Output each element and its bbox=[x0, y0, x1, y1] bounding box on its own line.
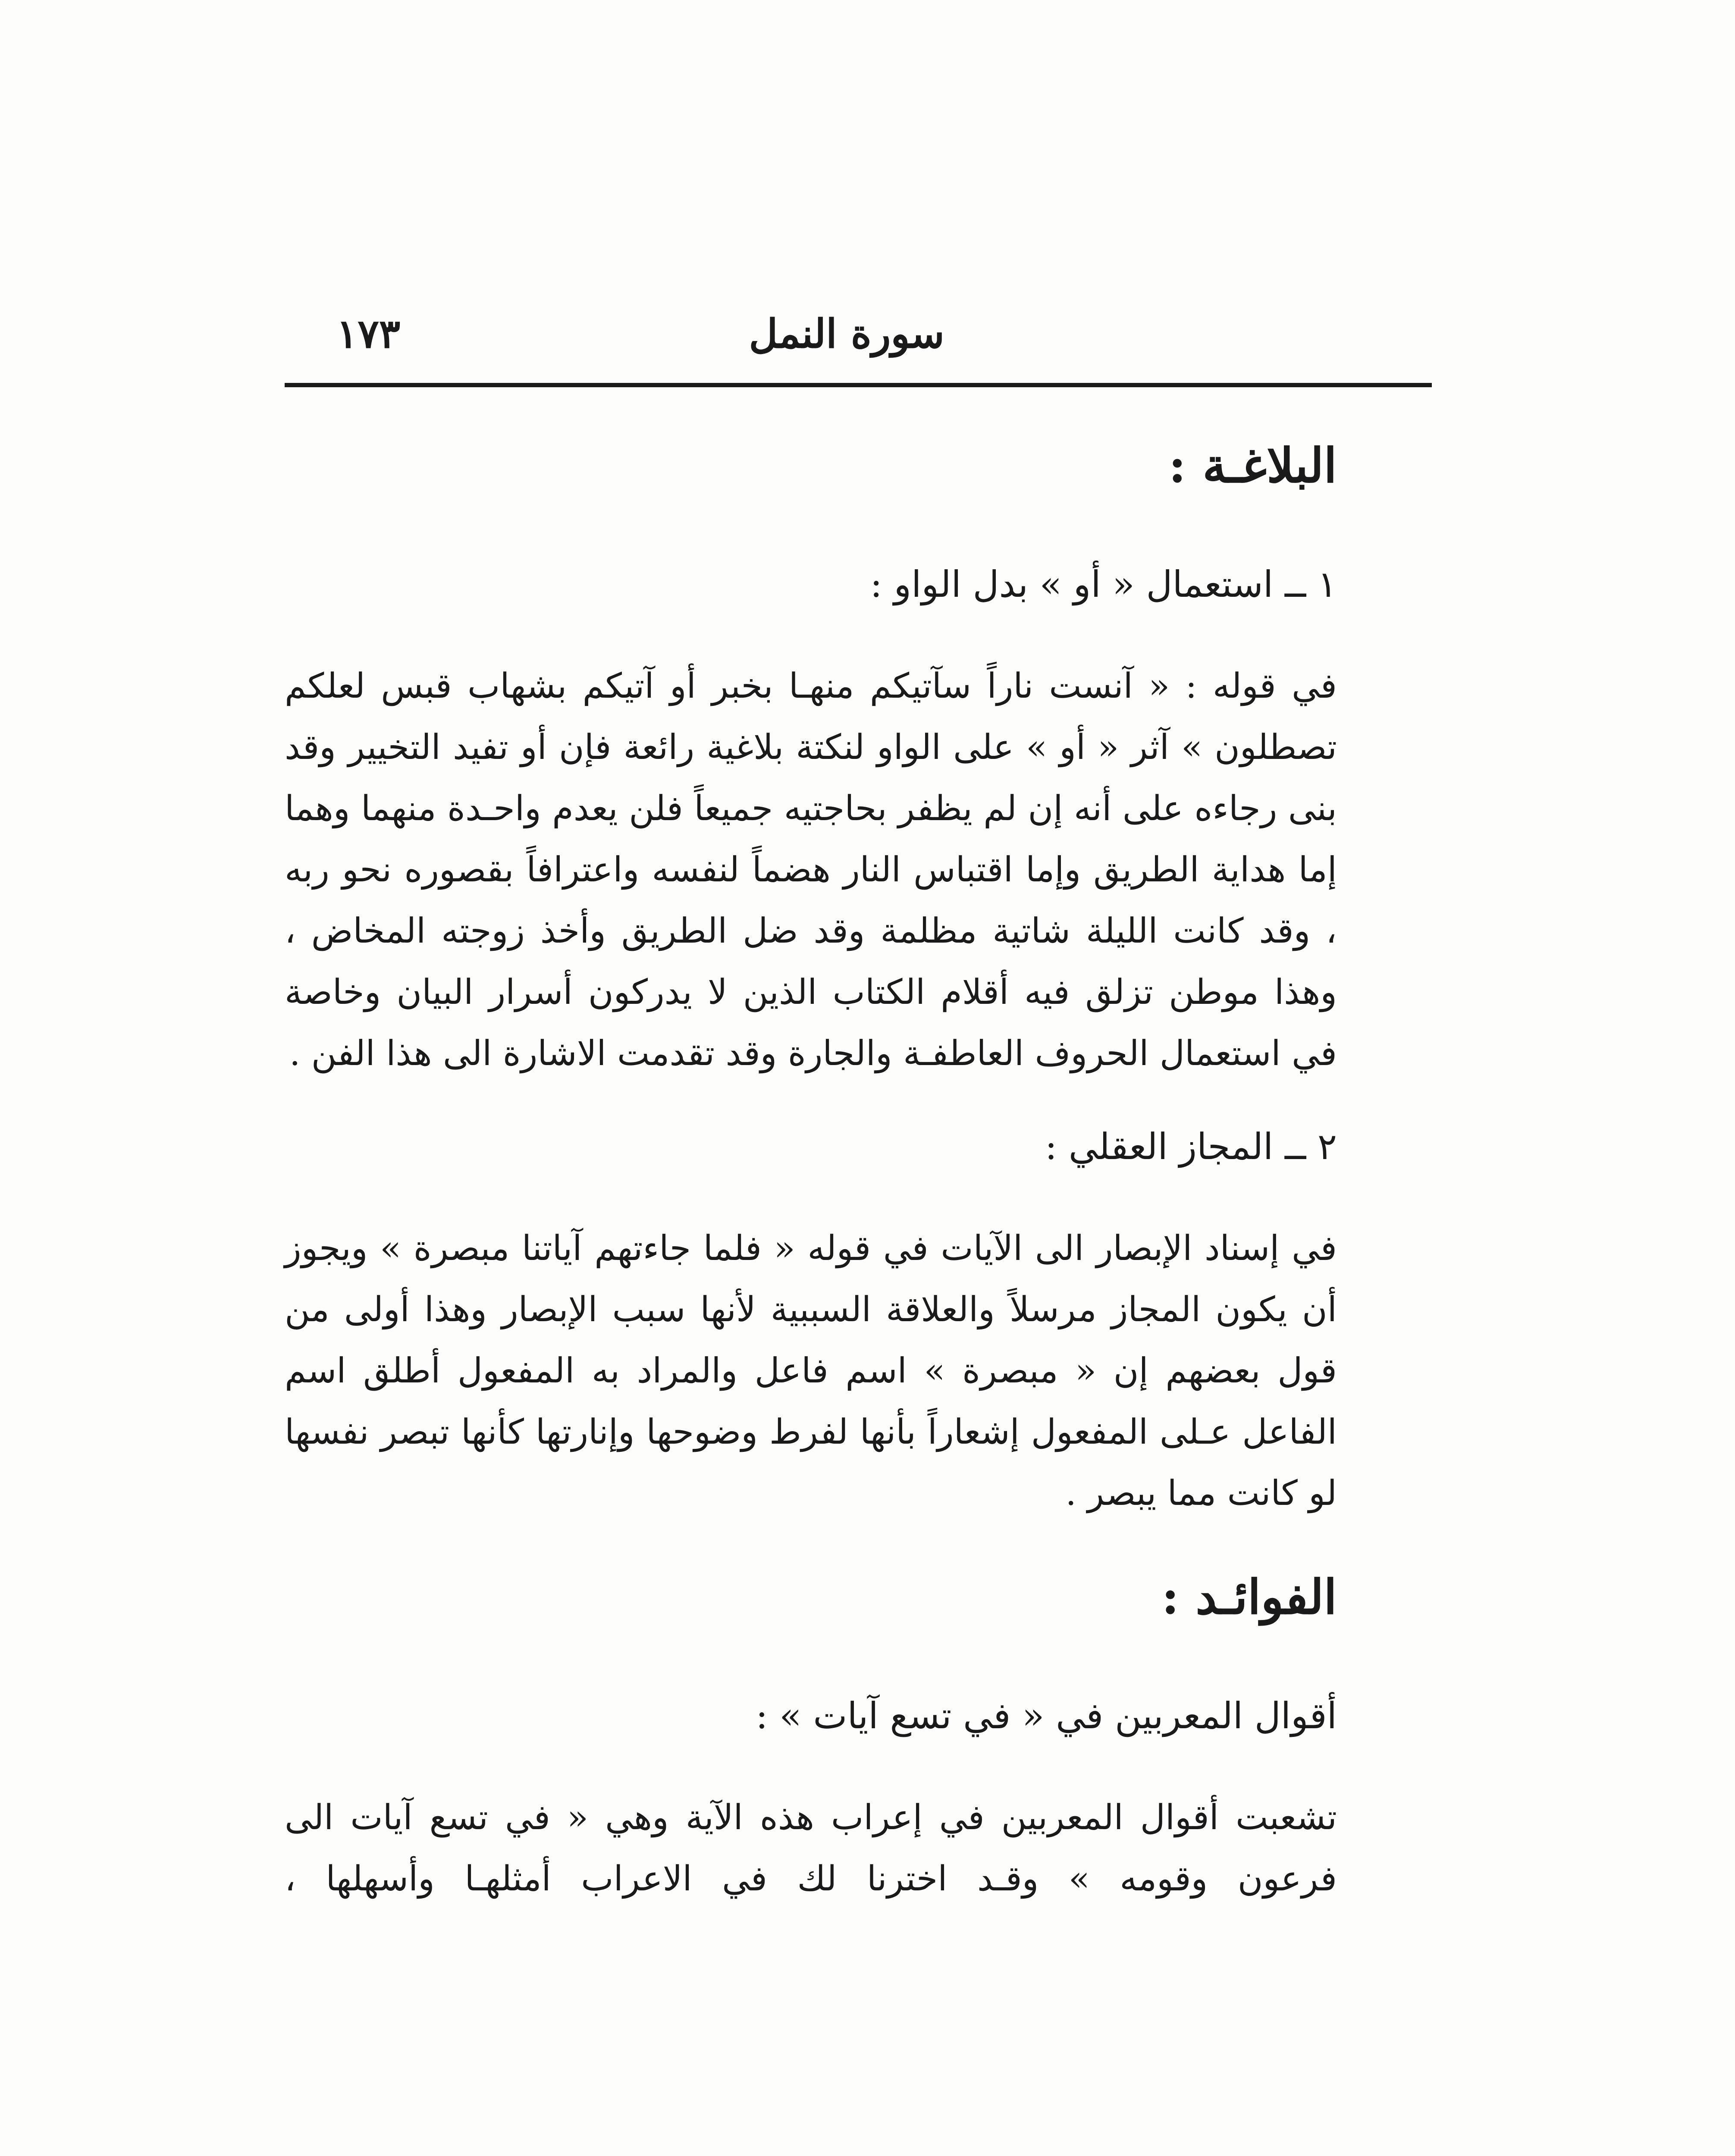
subsection-title-majaz: ٢ ــ المجاز العقلي : bbox=[1045, 1125, 1337, 1168]
section-heading-balagha: البلاغـة : bbox=[1168, 438, 1337, 493]
section-heading-fawaid: الفوائـد : bbox=[1161, 1569, 1337, 1625]
header-divider bbox=[285, 383, 1432, 387]
page-body bbox=[285, 423, 1337, 1940]
subsection-title-aw-usage: ١ ــ استعمال « أو » بدل الواو : bbox=[870, 563, 1337, 605]
paragraph-aw-usage: في قوله : « آنست ناراً سآتيكم منهـا بخبر أو آتيكم بشهاب قبس لعلكم تصطلون » آثر « أو » على الواو لنكتة بلاغية رائعة فإن أو تفيد التخيير وقد بنى رجاءه على أنه إن لم يظفر بحاجتيه جميعاً فلن يعدم واحـدة منهما وهما إما هداية الطريق وإما اقتباس النار هضماً لنفسه واعترافاً بقصوره نحو ربه ، وقد كانت الليلة شاتية مظلمة وقد ضل الطريق وأخذ زوجته المخاض ، وهذا موطن تزلق فيه أقلام الكتاب الذين لا يدركون أسرار البيان وخاصة في استعمال الحروف العاطفـة والجارة وقد تقدمت الاشارة الى هذا الفن . bbox=[285, 666, 1337, 1073]
page-number: ١٧٣ bbox=[336, 310, 401, 357]
subsection-title-muribin: أقوال المعربين في « في تسع آيات » : bbox=[756, 1695, 1337, 1737]
paragraph-muribin: تشعبت أقوال المعربين في إعراب هذه الآية وهي « في تسع آيات الى فرعون وقومه » وقـد اخترنا لك في الاعراب أمثلهـا وأسهلها ، bbox=[285, 1797, 1337, 1899]
page-header bbox=[285, 302, 1432, 388]
paragraph-majaz: في إسناد الإبصار الى الآيات في قوله « فلما جاءتهم آياتنا مبصرة » ويجوز أن يكون المجاز مرسلاً والعلاقة السببية لأنها سبب الإبصار وهذا أولى من قول بعضهم إن « مبصرة » اسم فاعل والمراد به المفعول أطلق اسم الفاعل عـلى المفعول إشعاراً بأنها لفرط وضوحها وإنارتها كأنها تبصر نفسها لو كانت مما يبصر . bbox=[285, 1228, 1337, 1513]
surah-title: سورة النمل bbox=[749, 310, 944, 357]
